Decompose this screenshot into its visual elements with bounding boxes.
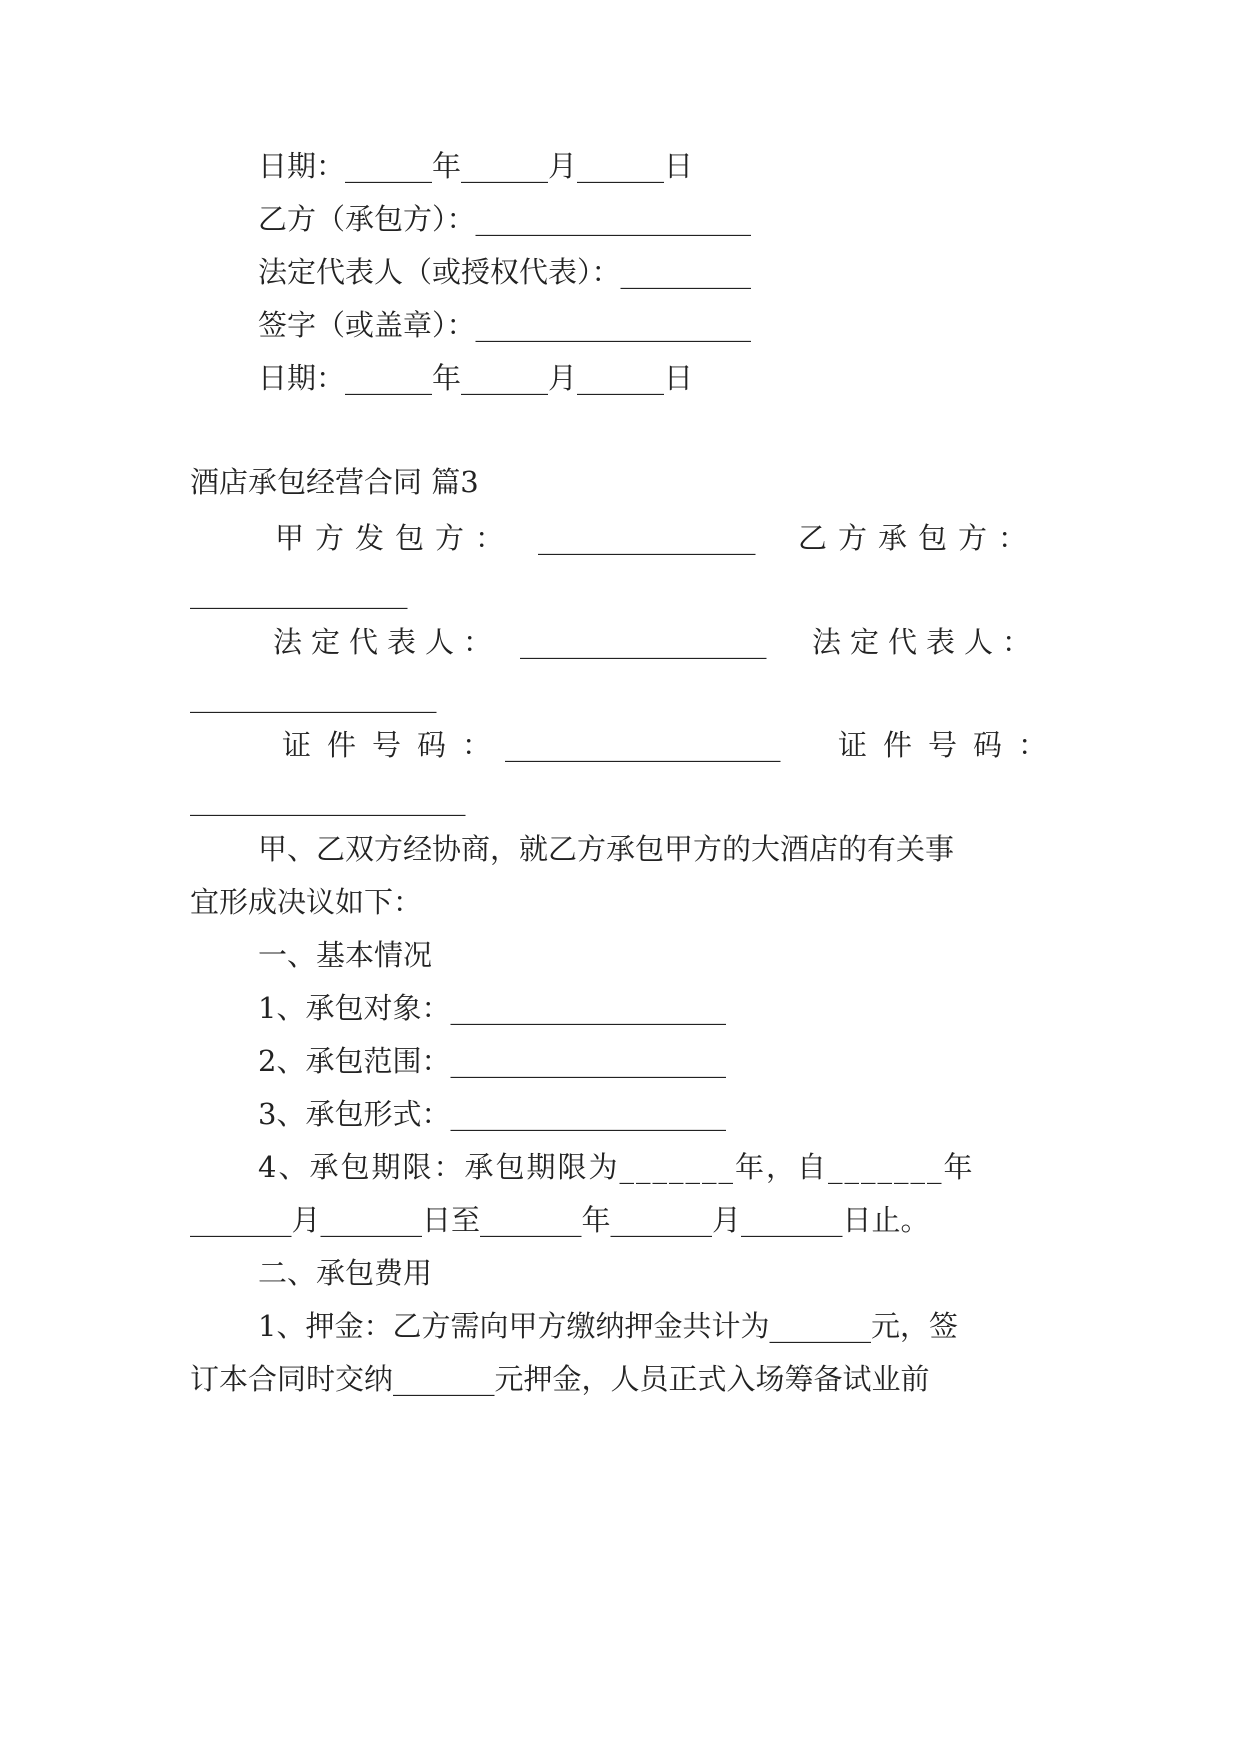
item-3: 3、承包形式：___________________	[258, 1097, 726, 1131]
item-4-line-1: 4、承包期限：承包期限为_______年，自_______年	[258, 1150, 975, 1184]
item-4-line-2: _______月_______日至_______年_______月_______日止。	[190, 1203, 930, 1237]
item-1: 1、承包对象：___________________	[258, 991, 726, 1025]
id-a-blank: ___________________	[505, 728, 781, 762]
legal-rep-line: 法定代表人（或授权代表）：_________	[258, 255, 752, 289]
heading-basic: 一、基本情况	[258, 938, 433, 972]
party-a-blank: _______________	[538, 521, 756, 555]
fee-line-2: 订本合同时交纳_______元押金，人员正式入场筹备试业前	[190, 1362, 930, 1396]
party-a-label: 甲方发包方：	[275, 521, 516, 555]
date-line-2: 日期：______年______月______日	[258, 361, 694, 395]
date-line-1: 日期：______年______月______日	[258, 149, 694, 183]
intro-line-2: 宜形成决议如下：	[190, 885, 423, 919]
party-b-line: 乙方（承包方）：___________________	[258, 202, 752, 236]
rep-b-blank: _________________	[190, 679, 437, 713]
party-b-blank: _______________	[190, 575, 408, 609]
section-title: 酒店承包经营合同 篇3	[190, 465, 479, 499]
rep-a-blank: _________________	[520, 625, 767, 659]
item-2: 2、承包范围：___________________	[258, 1044, 726, 1078]
rep-a-label: 法定代表人：	[273, 625, 502, 659]
intro-line-1: 甲、乙双方经协商，就乙方承包甲方的大酒店的有关事	[258, 832, 955, 866]
heading-fees: 二、承包费用	[258, 1256, 433, 1290]
party-b-label: 乙方承包方：	[798, 521, 1039, 555]
id-b-blank: ___________________	[190, 782, 466, 816]
fee-line-1: 1、押金：乙方需向甲方缴纳押金共计为_______元，签	[258, 1309, 958, 1343]
signature-line: 签字（或盖章）：___________________	[258, 308, 752, 342]
id-b-label: 证件号码：	[838, 728, 1064, 762]
id-a-label: 证件号码：	[282, 728, 508, 762]
rep-b-label: 法定代表人：	[812, 625, 1041, 659]
